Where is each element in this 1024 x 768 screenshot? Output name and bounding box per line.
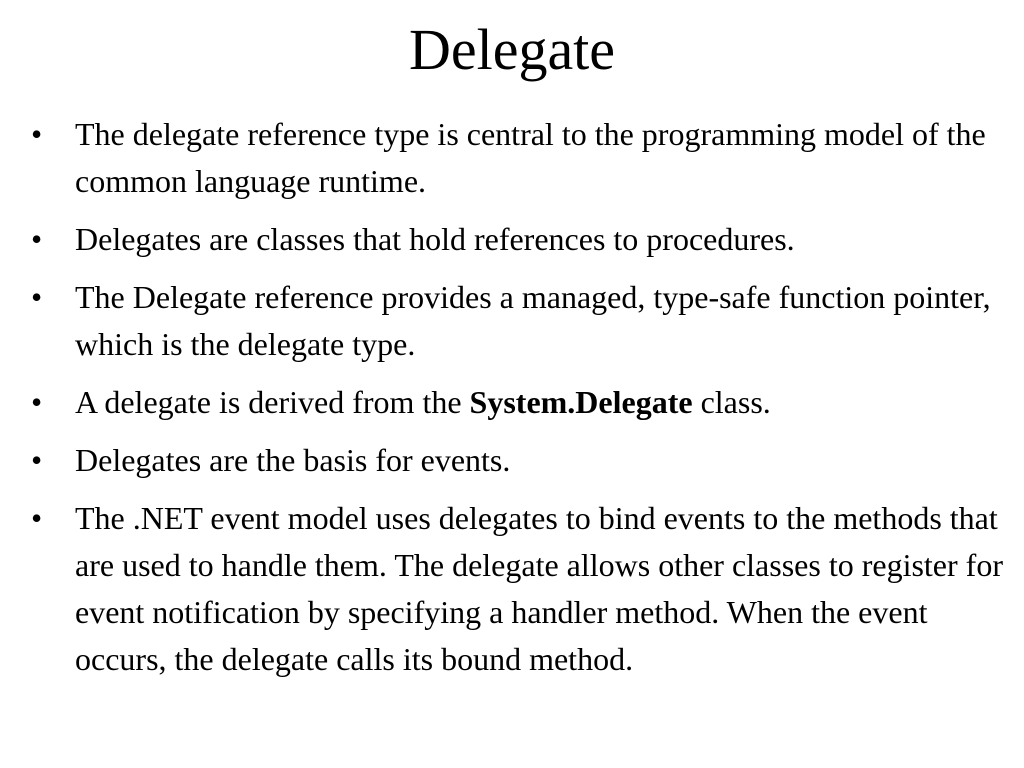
- bullet-text: The delegate reference type is central to the programming model of the common language runtime.: [75, 116, 986, 199]
- slide-title: Delegate: [408, 17, 616, 82]
- bullet-icon: •: [31, 384, 43, 420]
- bullet-icon: •: [31, 500, 43, 536]
- bullet-text-pre: A delegate is derived from the: [75, 384, 470, 420]
- bullet-text: The .NET event model uses delegates to bind events to the methods that are used to handle them. The delegate allows other classes to register for event notification by specifying a handler method. When the event occurs, the delegate calls its bound method.: [75, 500, 1003, 677]
- bullet-item: [26, 495, 1016, 683]
- bullet-list: [26, 111, 1016, 694]
- bullet-item: [26, 216, 1016, 263]
- bullet-text: The Delegate reference provides a managed, type-safe function pointer, which is the delegate type.: [75, 279, 991, 362]
- class-name-emphasis: System.Delegate: [469, 384, 693, 420]
- bullet-icon: •: [31, 221, 43, 257]
- bullet-icon: •: [31, 279, 43, 315]
- bullet-item: [26, 437, 1016, 484]
- bullet-text: Delegates are the basis for events.: [75, 442, 511, 478]
- bullet-text-post: class.: [692, 384, 771, 420]
- bullet-icon: •: [31, 116, 43, 152]
- bullet-icon: •: [31, 442, 43, 478]
- bullet-item: [26, 111, 1016, 205]
- bullet-item: [26, 379, 1016, 426]
- bullet-text: Delegates are classes that hold references to procedures.: [75, 221, 795, 257]
- bullet-item: [26, 274, 1016, 368]
